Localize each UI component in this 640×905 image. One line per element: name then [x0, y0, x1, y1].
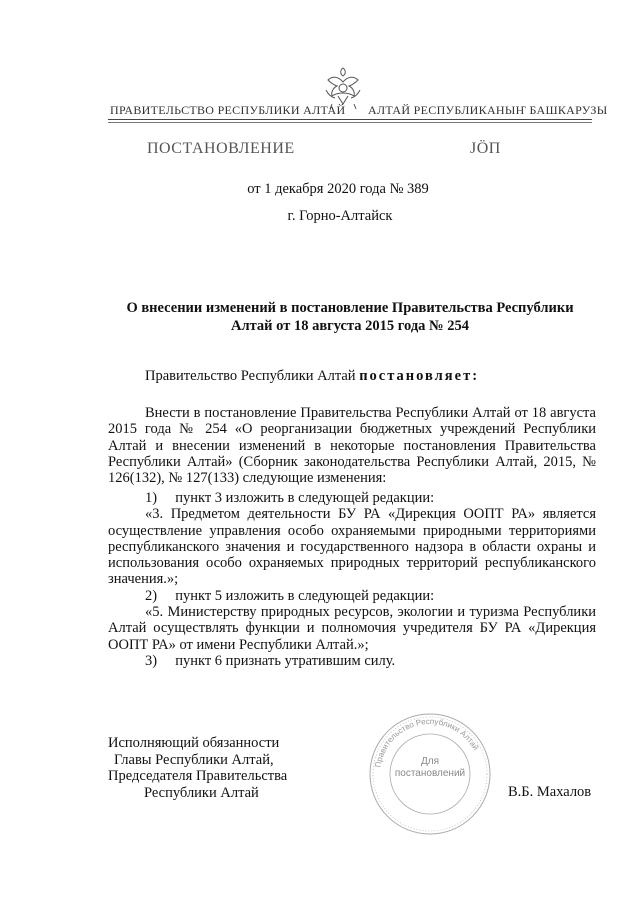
preamble-prefix: Правительство Республики Алтай — [145, 368, 356, 384]
signatory-position — [108, 735, 287, 801]
doc-type-altai: JÖП — [470, 140, 501, 157]
item-number: 1) — [145, 490, 158, 506]
stamp-center-text — [366, 756, 494, 780]
item-text: пункт 3 изложить в следующей редакции: — [175, 490, 435, 506]
amendments-list — [108, 490, 596, 669]
item-text: пункт 5 изложить в следующей редакции: — [175, 587, 435, 604]
stamp-ring-text: Правительство Республики Алтай — [373, 716, 481, 769]
header-rule — [108, 119, 592, 120]
header-title-ru: ПРАВИТЕЛЬСТВО РЕСПУБЛИКИ АЛТАЙ — [110, 103, 346, 117]
list-item — [108, 588, 596, 604]
title-line: Алтай от 18 августа 2015 года № 254 — [231, 318, 469, 334]
main-paragraph: Внести в постановление Правительства Республики Алтай от 18 августа 2015 года № 254 «О реорганизации бюджетных учреждений Республики Алтай и внесении изменений в некоторые постановления Правительства Республики Алтай» (Сборник законодательства Республики Алтай, 2015, № 126(132), № 127(133) следующие изменения: — [108, 405, 596, 487]
doc-type-ru: ПОСТАНОВЛЕНИЕ — [147, 140, 295, 157]
document-city: г. Горно-Алтайск — [287, 208, 393, 224]
quoted-clause: «3. Предметом деятельности БУ РА «Дирекция ООПТ РА» является осуществление управления особо охраняемыми природными территориями республиканского значения и государственного надзора в области охраны и использования особо охраняемых природных территорий республиканского значения.»; — [108, 506, 596, 588]
signatory-line: Исполняющий обязанности — [108, 735, 280, 751]
header-title-altai: АЛТАЙ РЕСПУБЛИКАНЫҤ БАШКАРУЗЫ — [368, 103, 608, 117]
item-text: пункт 6 признать утратившим силу. — [175, 652, 396, 669]
stamp-line: постановлений — [394, 768, 466, 779]
title-line: О внесении изменений в постановление Правительства Республики — [126, 300, 574, 316]
item-number: 2) — [145, 587, 158, 604]
list-item — [108, 653, 596, 669]
stamp-line: Для — [420, 756, 440, 767]
signatory-line: Республики Алтай — [144, 784, 259, 801]
item-number: 3) — [145, 652, 158, 669]
document-date: от 1 декабря 2020 года № 389 — [247, 181, 429, 197]
signatory-name: В.Б. Махалов — [508, 784, 592, 800]
preamble — [145, 368, 633, 384]
signatory-line: Председателя Правительства — [108, 768, 288, 784]
signatory-line: Главы Республики Алтай, — [114, 751, 274, 768]
document-title — [108, 299, 592, 335]
quoted-clause: «5. Министерству природных ресурсов, экологии и туризма Республики Алтай осуществлять функции и полномочия учредителя БУ РА «Дирекция ООПТ РА» от имени Республики Алтай.»; — [108, 604, 596, 653]
preamble-emphasis: постановляет: — [359, 368, 480, 384]
list-item — [108, 490, 596, 506]
header-rule-thin — [108, 122, 592, 123]
